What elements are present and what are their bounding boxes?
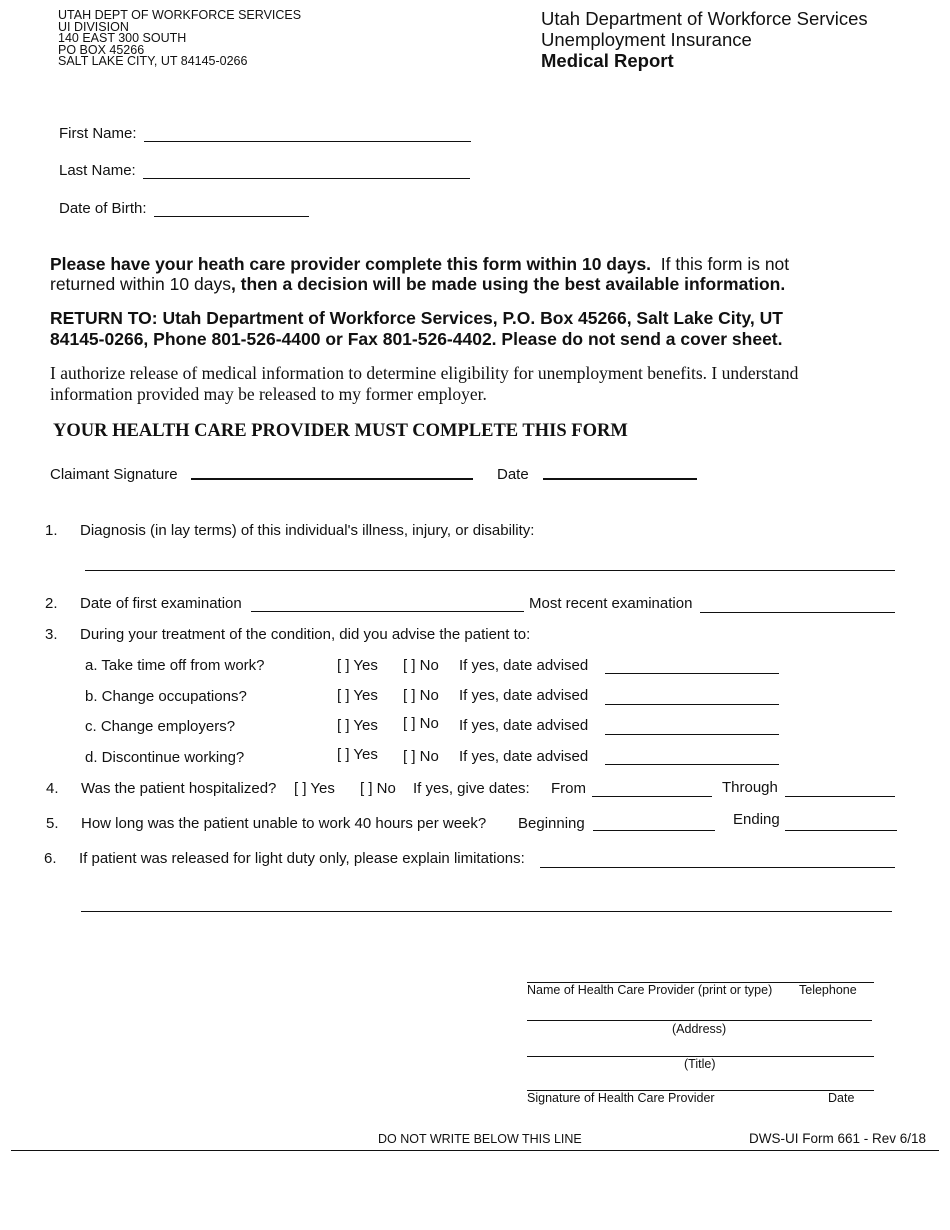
do-not-write-notice: DO NOT WRITE BELOW THIS LINE [378, 1132, 582, 1146]
question-number: 1. [45, 522, 58, 539]
form-id: DWS-UI Form 661 - Rev 6/18 [749, 1131, 927, 1146]
first-name-label: First Name: [59, 125, 137, 142]
form-title: Medical Report [541, 50, 674, 71]
limitations-field[interactable] [540, 867, 895, 868]
dob-field[interactable] [154, 216, 309, 217]
instructions-deadline-tail: , then a decision will be made using the best available information. [230, 274, 786, 294]
if-yes-label: If yes, date advised [459, 687, 589, 704]
q4-no-checkbox[interactable]: [ ] No [360, 780, 396, 797]
provider-heading: YOUR HEALTH CARE PROVIDER MUST COMPLETE THIS FORM [53, 421, 628, 441]
provider-date-label: Date [828, 1091, 855, 1105]
instructions-deadline: returned within 10 days [50, 274, 231, 294]
address-line: UTAH DEPT OF WORKFORCE SERVICES [58, 8, 302, 22]
agency-title: Utah Department of Workforce Services [541, 8, 868, 29]
signature-date-field[interactable] [543, 478, 697, 480]
q2-recent-label: Most recent examination [529, 595, 693, 612]
return-to-line-1: RETURN TO: Utah Department of Workforce Services, P.O. Box 45266, Salt Lake City, UT [50, 308, 783, 328]
q4-from-label: From [551, 780, 586, 797]
instructions-line-1 [50, 254, 789, 274]
q4-yes-checkbox[interactable]: [ ] Yes [294, 780, 335, 797]
date-advised-field[interactable] [605, 764, 779, 765]
unable-beginning-field[interactable] [593, 830, 715, 831]
yes-checkbox[interactable]: [ ] Yes [337, 746, 378, 763]
first-name-field[interactable] [144, 141, 471, 142]
question-number: 2. [45, 595, 58, 612]
provider-telephone-label: Telephone [799, 983, 857, 997]
if-yes-label: If yes, date advised [459, 657, 589, 674]
address-line: 140 EAST 300 SOUTH [58, 31, 187, 45]
q4-text: Was the patient hospitalized? [81, 780, 277, 797]
signature-date-label: Date [497, 466, 529, 483]
provider-address-label: (Address) [672, 1022, 727, 1036]
q3-item-text: a. Take time off from work? [85, 657, 265, 674]
q6-text: If patient was released for light duty only, please explain limitations: [79, 850, 525, 867]
first-exam-date-field[interactable] [251, 611, 524, 612]
no-checkbox[interactable]: [ ] No [403, 687, 439, 704]
q5-text: How long was the patient unable to work 40 hours per week? [81, 815, 487, 832]
q3-item-text: d. Discontinue working? [85, 749, 245, 766]
q5-ending-label: Ending [733, 811, 780, 828]
last-name-label: Last Name: [59, 162, 136, 179]
yes-checkbox[interactable]: [ ] Yes [337, 717, 378, 734]
question-number: 5. [46, 815, 59, 832]
provider-address-field[interactable] [527, 1020, 872, 1021]
date-advised-field[interactable] [605, 704, 779, 705]
q1-text: Diagnosis (in lay terms) of this individual's illness, injury, or disability: [80, 522, 535, 539]
authorization-line-2: information provided may be released to my former employer. [50, 384, 487, 404]
date-advised-field[interactable] [605, 673, 779, 674]
no-checkbox[interactable]: [ ] No [403, 748, 439, 765]
if-yes-label: If yes, date advised [459, 717, 589, 734]
q1-answer-field[interactable] [85, 570, 895, 571]
address-line: UI DIVISION [58, 20, 129, 34]
question-number: 4. [46, 780, 59, 797]
program-title: Unemployment Insurance [541, 29, 752, 50]
q4-if-yes-label: If yes, give dates: [413, 780, 530, 797]
yes-checkbox[interactable]: [ ] Yes [337, 687, 378, 704]
date-advised-field[interactable] [605, 734, 779, 735]
question-number: 6. [44, 850, 57, 867]
no-checkbox[interactable]: [ ] No [403, 715, 439, 732]
recent-exam-date-field[interactable] [700, 612, 895, 613]
instructions-line-2 [50, 274, 785, 294]
instructions-bold: Please have your heath care provider complete this form within 10 days. [50, 254, 652, 274]
authorization-line-1: I authorize release of medical information to determine eligibility for unemployment benefits. I understand [50, 363, 799, 383]
instructions-rest: If this form is not [660, 254, 790, 274]
q2-text: Date of first examination [80, 595, 242, 612]
hospitalized-from-field[interactable] [592, 796, 712, 797]
return-to-line-2: 84145-0266, Phone 801-526-4400 or Fax 801-526-4402. Please do not send a cover sheet. [50, 329, 783, 349]
q3-item-text: b. Change occupations? [85, 688, 247, 705]
limitations-field-2[interactable] [81, 911, 892, 912]
hospitalized-through-field[interactable] [785, 796, 895, 797]
question-number: 3. [45, 626, 58, 643]
q3-item-text: c. Change employers? [85, 718, 236, 735]
no-checkbox[interactable]: [ ] No [403, 657, 439, 674]
provider-signature-label: Signature of Health Care Provider [527, 1091, 715, 1105]
last-name-field[interactable] [143, 178, 470, 179]
yes-checkbox[interactable]: [ ] Yes [337, 657, 378, 674]
if-yes-label: If yes, date advised [459, 748, 589, 765]
q4-through-label: Through [722, 779, 778, 796]
claimant-signature-field[interactable] [191, 478, 473, 480]
address-line: SALT LAKE CITY, UT 84145-0266 [58, 54, 248, 68]
q3-text: During your treatment of the condition, did you advise the patient to: [80, 626, 531, 643]
unable-ending-field[interactable] [785, 830, 897, 831]
q5-beginning-label: Beginning [518, 815, 585, 832]
provider-title-label: (Title) [684, 1057, 716, 1071]
claimant-signature-label: Claimant Signature [50, 466, 178, 483]
provider-name-label: Name of Health Care Provider (print or type) [527, 983, 773, 997]
dob-label: Date of Birth: [59, 200, 147, 217]
address-line: PO BOX 45266 [58, 43, 145, 57]
footer-divider [11, 1150, 939, 1151]
